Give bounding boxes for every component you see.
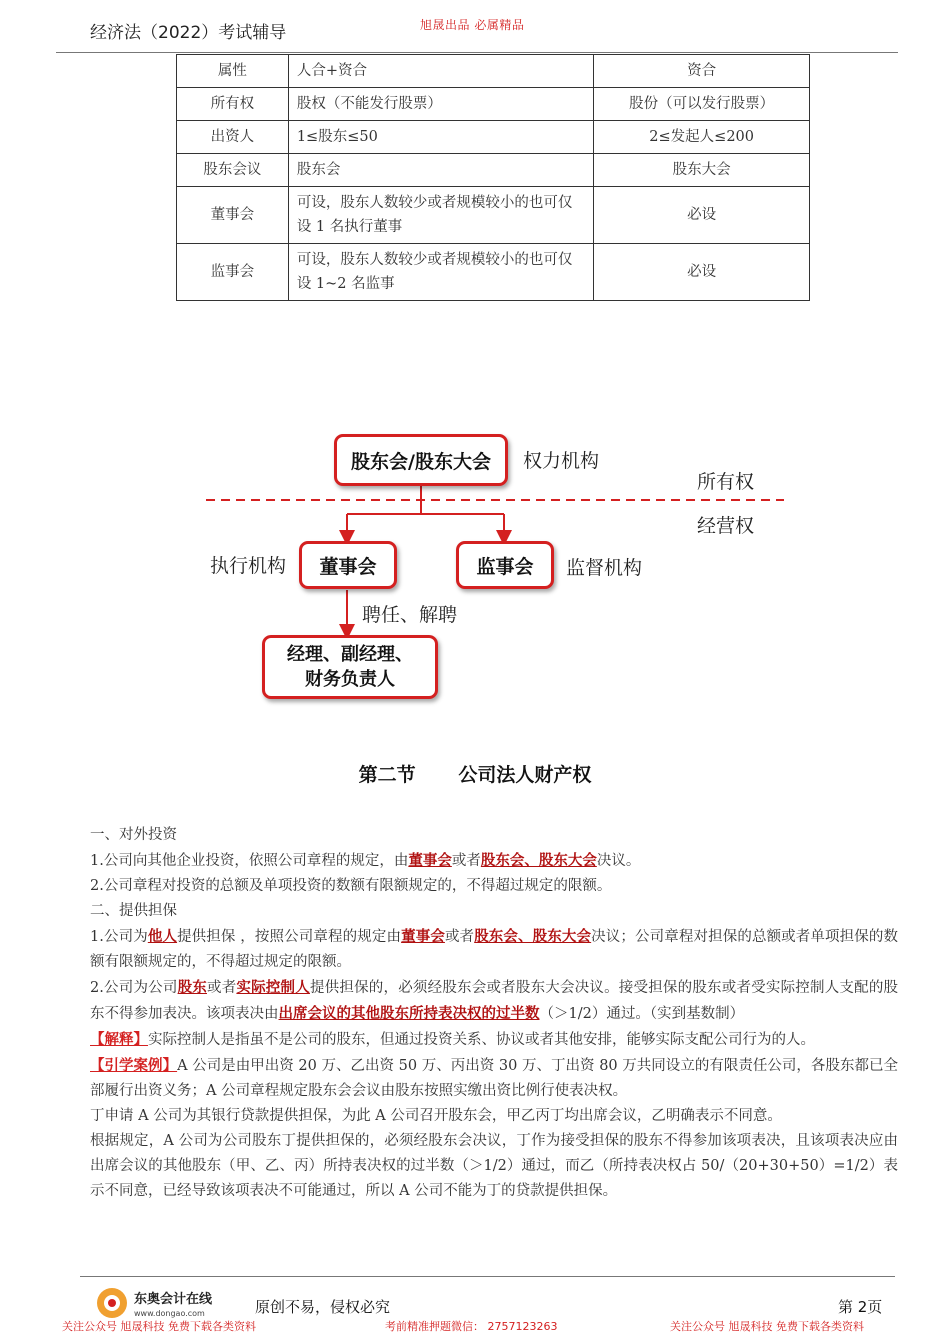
appoint-dismiss-label: 聘任、解聘: [362, 604, 458, 626]
footer-divider: [80, 1276, 895, 1277]
paragraph-guarantee-2: 2.公司为公司股东或者实际控制人提供担保的，必须经股东会或者股东大会决议。接受担保的股东或者受实际控制人支配的股东不得参加表决。该项表决由出席会议的其他股东所持表决权的过半数（＞1/2）通过。（实到基数制）: [90, 979, 899, 1022]
management-right-label: 经营权: [697, 515, 755, 537]
table-cell: 董事会: [177, 187, 289, 244]
shareholders-meeting-box: 股东会/股东大会: [334, 434, 508, 486]
footer-promo-left: 关注公众号 旭晟科技 免费下载各类资料: [62, 1320, 256, 1333]
footer-promo-right: 关注公众号 旭晟科技 免费下载各类资料: [670, 1320, 864, 1333]
paragraph-guarantee-1: 1.公司为他人提供担保 ，按照公司章程的规定由董事会或者股东会、股东大会决议；公司章程对担保的总额或者单项担保的数额有限额规定的，不得超过规定的限额。: [90, 928, 899, 970]
table-row: [177, 55, 810, 88]
table-cell: 可设，股东人数较少或者规模较小的也可仅设 1~2 名监事: [288, 244, 593, 301]
footer-promo-center: 考前精准押题微信： 2757123263: [385, 1320, 558, 1333]
managers-box-line1: 经理、副经理、: [287, 644, 413, 665]
logo-mark-icon: [94, 1283, 244, 1323]
header-stamp: 旭晟出品 必属精品: [420, 18, 525, 32]
table-cell: 股权（不能发行股票）: [288, 88, 593, 121]
table-cell: 属性: [177, 55, 289, 88]
section-title: [0, 760, 950, 787]
board-of-directors-box: 董事会: [299, 541, 397, 589]
section-number: 第二节: [358, 764, 416, 786]
executive-organ-label: 执行机构: [210, 555, 287, 577]
governance-structure-diagram: [200, 420, 800, 710]
table-cell: 人合+资合: [288, 55, 593, 88]
table-row: [177, 244, 810, 301]
table-cell: 股东会议: [177, 154, 289, 187]
paragraph-case-study: 【引学案例】A 公司是由甲出资 20 万、乙出资 50 万、丙出资 30 万、丁出资 80 万共同设立的有限责任公司，各股东都已全部履行出资义务；A 公司章程规定股东会会议由股东按照实缴出资比例行使表决权。: [90, 1057, 899, 1099]
table-cell: 股东会: [288, 154, 593, 187]
power-organ-label: 权力机构: [523, 450, 600, 472]
table-cell: 必设: [594, 187, 810, 244]
table-cell: 必设: [594, 244, 810, 301]
table-row: [177, 187, 810, 244]
explanation-tag: 【解释】: [90, 1031, 148, 1048]
table-cell: 监事会: [177, 244, 289, 301]
table-cell: 2≤发起人≤200: [594, 121, 810, 154]
managers-box-line2: 财务负责人: [305, 669, 395, 690]
heading-external-investment: 一、对外投资: [90, 827, 177, 843]
paragraph-case-analysis: 根据规定，A 公司为公司股东丁提供担保的，必须经股东会决议，丁作为接受担保的股东不得参加该项表决，且该项表决应由出席会议的其他股东（甲、乙、丙）所持表决权的过半数（＞1/2）通过，而乙（所持表决权占 50/（20+30+50）=1/2）表示不同意，已经导致该项表决不可能通过，所以 A 公司不能为丁的贷款提供担保。: [90, 1133, 898, 1199]
board-of-supervisors-box: 监事会: [456, 541, 554, 589]
ownership-label: 所有权: [697, 471, 755, 493]
table-cell: 1≤股东≤50: [288, 121, 593, 154]
table-cell: 可设，股东人数较少或者规模较小的也可仅设 1 名执行董事: [288, 187, 593, 244]
managers-box: [262, 635, 438, 699]
paragraph-case-request: 丁申请 A 公司为其银行贷款提供担保，为此 A 公司召开股东会，甲乙丙丁均出席会议，乙明确表示不同意。: [90, 1108, 782, 1124]
footer-slogan: 原创不易，侵权必究: [255, 1298, 391, 1316]
body-text: [90, 823, 898, 1204]
dongao-logo: [94, 1283, 244, 1323]
logo-name: 东奥会计在线: [134, 1292, 213, 1307]
case-study-tag: 【引学案例】: [90, 1057, 178, 1074]
logo-url: www.dongao.com: [134, 1309, 205, 1318]
header-divider: [56, 52, 898, 53]
paragraph-explanation: 【解释】实际控制人是指虽不是公司的股东，但通过投资关系、协议或者其他安排，能够实际支配公司行为的人。: [90, 1031, 815, 1048]
page-number: 第 2页: [838, 1298, 883, 1316]
paragraph-investment-1: 1.公司向其他企业投资，依照公司章程的规定，由董事会或者股东会、股东大会决议。: [90, 852, 641, 869]
table-row: [177, 121, 810, 154]
company-comparison-table: [176, 54, 810, 301]
supervisory-organ-label: 监督机构: [566, 557, 643, 579]
section-heading: 公司法人财产权: [458, 764, 592, 786]
table-cell: 股份（可以发行股票）: [594, 88, 810, 121]
table-cell: 出资人: [177, 121, 289, 154]
table-row: [177, 88, 810, 121]
table-cell: 股东大会: [594, 154, 810, 187]
paragraph-investment-2: 2.公司章程对投资的总额及单项投资的数额有限额规定的，不得超过规定的限额。: [90, 878, 612, 894]
table-row: [177, 154, 810, 187]
document-header-title: 经济法（2022）考试辅导: [90, 23, 287, 43]
table-cell: 所有权: [177, 88, 289, 121]
heading-provide-guarantee: 二、提供担保: [90, 903, 177, 919]
table-cell: 资合: [594, 55, 810, 88]
